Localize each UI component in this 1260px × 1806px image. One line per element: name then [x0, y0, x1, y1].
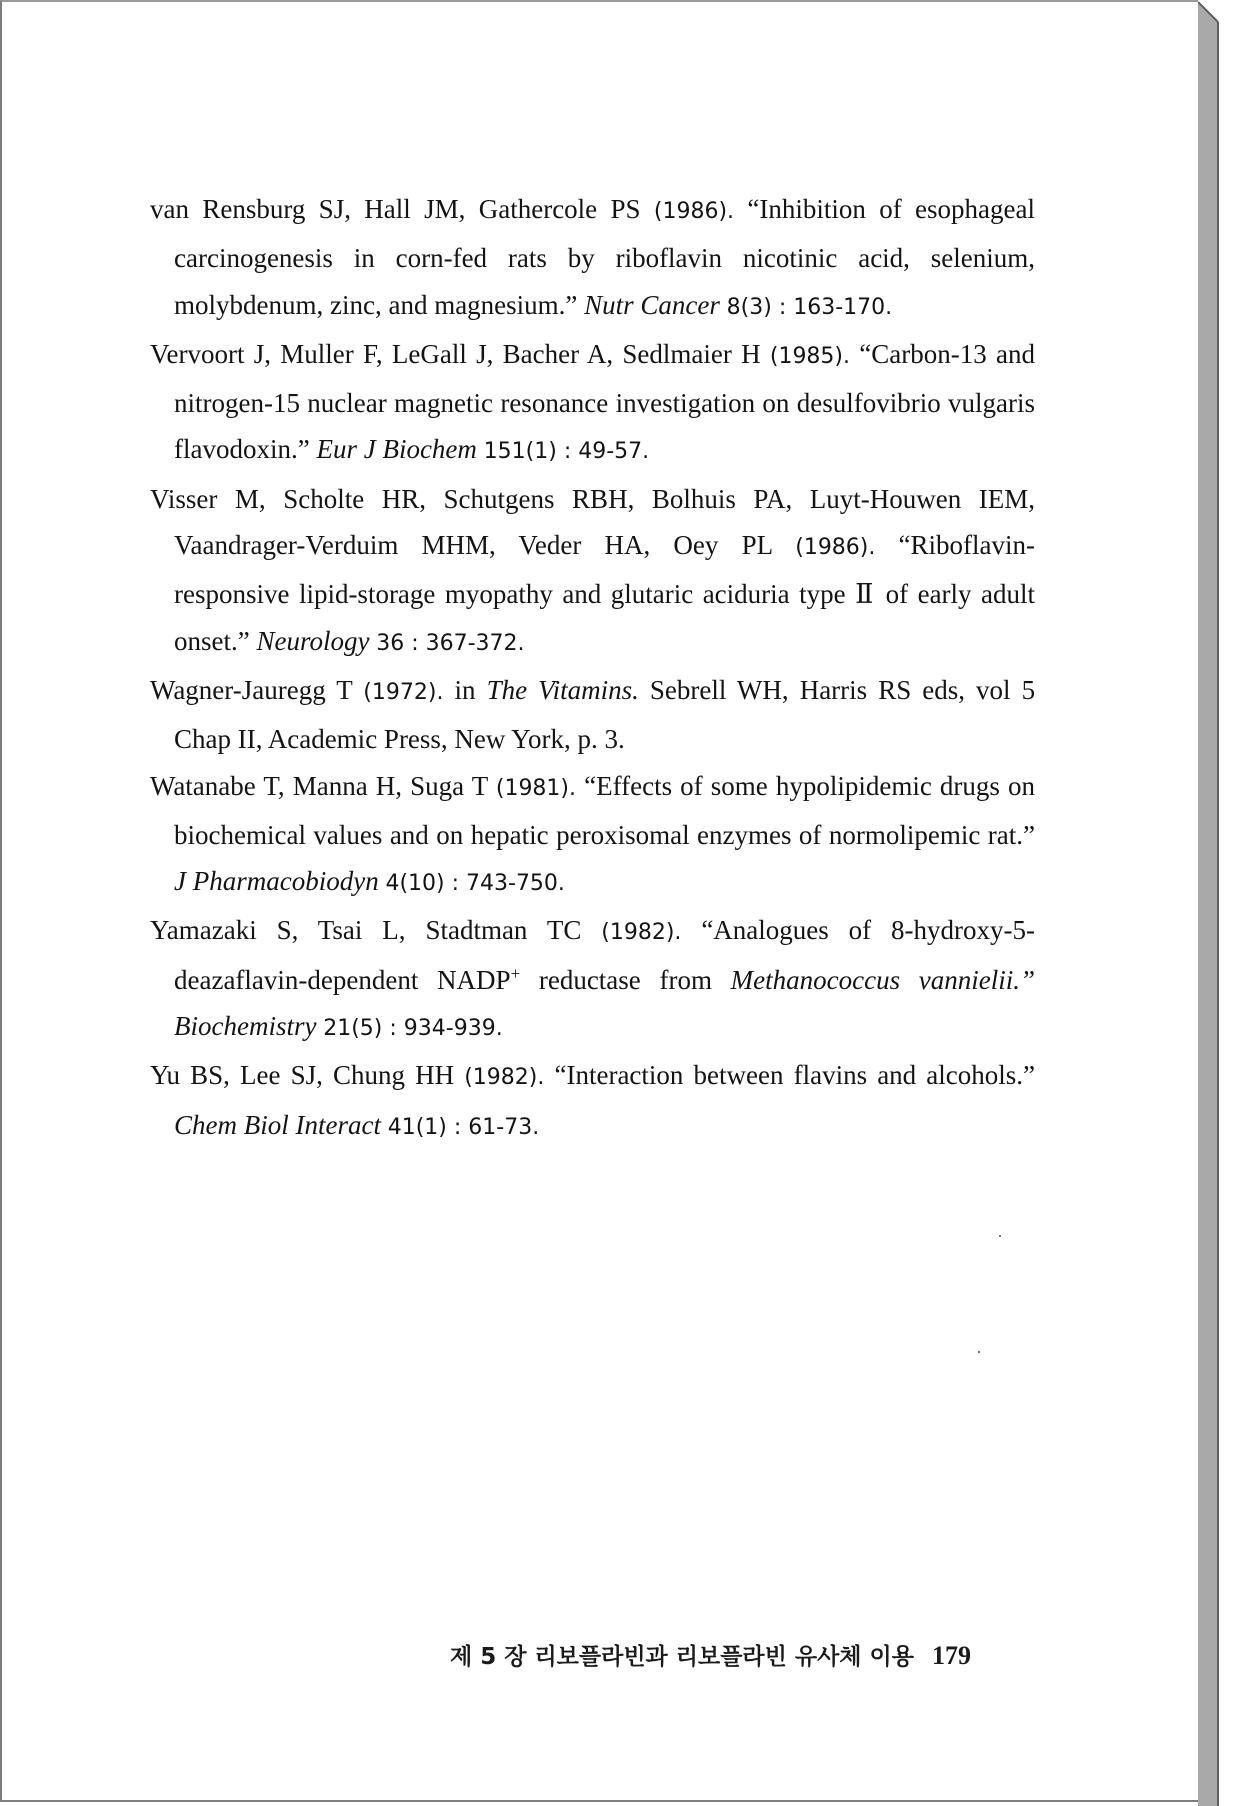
running-footer — [450, 1638, 1000, 1671]
page-number: 179 — [931, 1641, 971, 1670]
scan-speck — [978, 1351, 980, 1353]
reference-list — [150, 186, 1035, 1151]
page-edge-shadow — [1198, 0, 1222, 1806]
reference-entry: Wagner-Jauregg T (1972). in The Vitamins. Sebrell WH, Harris RS eds, vol 5 Chap II, Academic Press, New York, p. 3. — [150, 674, 1036, 755]
reference-entry: Yamazaki S, Tsai L, Stadtman TC (1982). “Analogues of 8-hydroxy-5-deazaflavin-dependent NADP+ reductase from Methanococcus vannielii.” Biochemistry 21(5) : 934-939. — [150, 915, 1036, 1042]
reference-entry: Visser M, Scholte HR, Schutgens RBH, Bolhuis PA, Luyt-Houwen IEM, Vaandrager-Verduim MHM, Veder HA, Oey PL (1986). “Riboflavin-responsive lipid-storage myopathy and glutaric aciduria type Ⅱ of early adult onset.” Neurology 36 : 367-372. — [150, 483, 1036, 656]
reference-entry: Vervoort J, Muller F, LeGall J, Bacher A, Sedlmaier H (1985). “Carbon-13 and nitrogen-15 nuclear magnetic resonance investigation on desulfovibrio vulgaris flavodoxin.” Eur J Biochem 151(1) : 49-57. — [150, 338, 1035, 465]
chapter-title: 제 5 장 리보플라빈과 리보플라빈 유사체 이용 — [450, 1644, 914, 1670]
reference-entry: van Rensburg SJ, Hall JM, Gathercole PS (1986). “Inhibition of esophageal carcinogenesis in corn-fed rats by riboflavin nicotinic acid, selenium, molybdenum, zinc, and magnesium.” Nutr Cancer 8(3) : 163-170. — [150, 194, 1035, 320]
reference-entry: Watanabe T, Manna H, Suga T (1981). “Effects of some hypolipidemic drugs on biochemical values and on hepatic peroxisomal enzymes of normolipemic rat.” J Pharmacobiodyn 4(10) : 743-750. — [150, 770, 1036, 897]
reference-entry: Yu BS, Lee SJ, Chung HH (1982). “Interaction between flavins and alcohols.” Chem Biol Interact 41(1) : 61-73. — [150, 1060, 1036, 1140]
scan-speck — [999, 1235, 1001, 1237]
